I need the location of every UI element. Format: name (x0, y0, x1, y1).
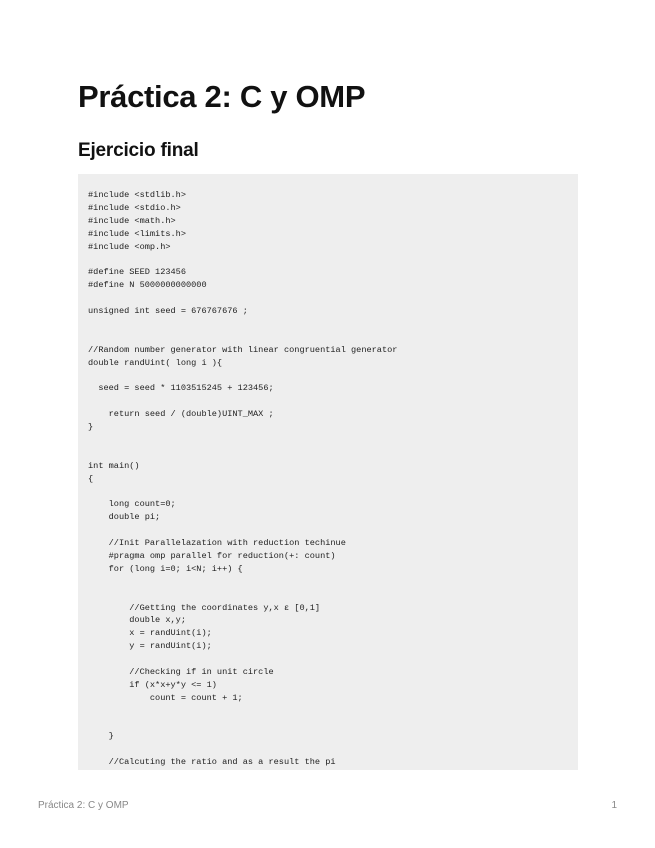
code-line: seed = seed * 1103515245 + 123456; (88, 383, 274, 394)
code-line (88, 653, 397, 666)
code-line: //Getting the coordinates y,x ε [0,1] (88, 602, 321, 613)
code-line (88, 485, 397, 498)
code-line: x = randUint(i); (88, 628, 212, 639)
code-line: #include <limits.h> (88, 228, 186, 239)
code-line (88, 576, 397, 589)
code-line: int main() (88, 460, 140, 471)
code-line (88, 395, 397, 408)
code-line (88, 705, 397, 718)
code-line: //Random number generator with linear congruential generator (88, 344, 398, 355)
code-line (88, 331, 397, 344)
code-line: y = randUint(i); (88, 641, 212, 652)
code-line: double x,y; (88, 615, 186, 626)
footer-page-number: 1 (611, 800, 617, 811)
code-line: for (long i=0; i<N; i++) { (88, 563, 243, 574)
code-line (88, 318, 397, 331)
code-line: } (88, 422, 94, 433)
code-line: long count=0; (88, 499, 176, 510)
code-line: return seed / (double)UINT_MAX ; (88, 409, 274, 420)
code-lines (88, 189, 397, 769)
code-line (88, 447, 397, 460)
code-line: #include <math.h> (88, 215, 176, 226)
code-line: //Checking if in unit circle (88, 666, 274, 677)
code-line: #define SEED 123456 (88, 267, 186, 278)
code-block (78, 174, 578, 770)
code-line: double randUint( long i ){ (88, 357, 223, 368)
code-line: //Calcuting the ratio and as a result the pi (88, 757, 336, 768)
code-line (88, 292, 397, 305)
code-line (88, 589, 397, 602)
code-line: #define N 5000000000000 (88, 280, 207, 291)
code-line (88, 253, 397, 266)
code-line (88, 434, 397, 447)
section-title: Ejercicio final (78, 140, 199, 161)
code-line: #include <stdlib.h> (88, 190, 186, 200)
code-line: #pragma omp parallel for reduction(+: count) (88, 550, 336, 561)
code-line (88, 369, 397, 382)
code-line: //Init Parallelazation with reduction techinue (88, 538, 346, 549)
code-line: count = count + 1; (88, 692, 243, 703)
code-line (88, 743, 397, 756)
code-line: if (x*x+y*y <= 1) (88, 679, 217, 690)
code-line (88, 718, 397, 731)
code-line: #include <omp.h> (88, 241, 171, 252)
code-line: #include <stdio.h> (88, 202, 181, 213)
footer-title: Práctica 2: C y OMP (38, 800, 129, 811)
code-line: unsigned int seed = 676767676 ; (88, 306, 248, 317)
code-line (88, 524, 397, 537)
code-line: double pi; (88, 512, 161, 523)
code-line: } (88, 731, 114, 742)
code-line: { (88, 473, 94, 484)
page-title: Práctica 2: C y OMP (78, 79, 366, 114)
